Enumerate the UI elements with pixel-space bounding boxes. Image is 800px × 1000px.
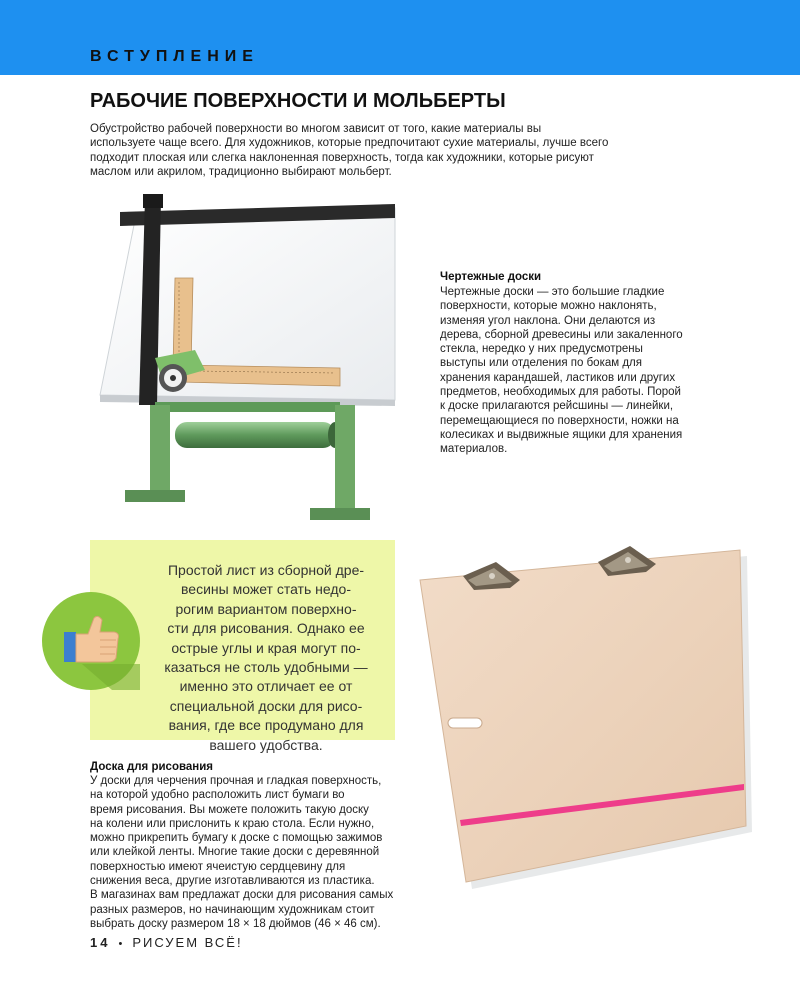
tip-line: Простой лист из сборной дре-	[167, 562, 365, 578]
board-line: на колени или прислонить к краю стола. Если нужно,	[90, 817, 375, 830]
board-line: снижения веса, другие изготавливаются из пластика.	[90, 875, 375, 888]
drafting-line: материалов.	[440, 443, 508, 456]
tip-line: вания, где все продумано для	[168, 717, 364, 734]
drafting-line: к доске прилагаются рейсшины — линейки,	[440, 400, 674, 413]
book-title: РИСУЕМ ВСЁ!	[132, 935, 243, 950]
drafting-line: дерева, сборной древесины или закаленного	[440, 328, 683, 341]
board-line: У доски для черчения прочная и гладкая поверхность,	[90, 775, 382, 787]
board-line: или клейкой ленты. Многие такие доски с деревянной	[90, 846, 380, 859]
tip-line: казаться не столь удобными —	[164, 659, 368, 676]
drawing-board-image	[408, 540, 758, 890]
drafting-line: предметов, необходимых для работы. Порой	[440, 386, 681, 399]
tip-line: именно это отличает ее от	[179, 678, 353, 695]
intro-line: Обустройство рабочей поверхности во многом зависит от того, какие материалы вы	[90, 123, 542, 135]
board-line: время рисования. Вы можете положить такую доску	[90, 803, 369, 816]
thumbs-up-icon	[42, 592, 140, 690]
tip-line: весины может стать недо-	[181, 581, 351, 598]
board-line: поверхностью имеют ячеистую сердцевину для	[90, 860, 346, 873]
drafting-table-image	[95, 190, 415, 525]
board-line: В магазинах вам предлажат доски для рисования самых	[90, 889, 394, 902]
drafting-line: Чертежные доски — это большие гладкие	[440, 286, 665, 298]
page-footer	[90, 935, 243, 950]
board-paragraph	[90, 774, 420, 931]
page-number: 14	[90, 935, 111, 950]
intro-paragraph	[90, 122, 690, 179]
intro-line: подходит плоская или слегка наклоненная поверхность, тогда как художники, которые рисуют	[90, 151, 594, 164]
board-line: можно прикрепить бумагу к доске с помощью зажимов	[90, 832, 383, 845]
board-line: разных размеров, но начинающим художникам стоит	[90, 903, 375, 916]
intro-line: используете чаще всего. Для художников, которые предпочитают сухие материалы, лучше всего	[90, 137, 609, 150]
board-line: выбрать доску размером 18 × 18 дюймов (46 × 46 см).	[90, 917, 381, 930]
board-line: на которой удобно расположить лист бумаги во	[90, 789, 345, 802]
drafting-line: изменяя угол наклона. Они делаются из	[440, 314, 656, 327]
footer-separator: •	[118, 938, 125, 950]
drafting-paragraph	[440, 285, 740, 457]
tip-text	[155, 561, 377, 755]
tip-line: вашего удобства.	[209, 736, 323, 753]
tip-line: сти для рисования. Однако ее	[167, 620, 365, 637]
drafting-line: стекла, нередко у них предусмотрены	[440, 343, 643, 356]
tip-line: острые углы и края могут по-	[171, 639, 361, 656]
drafting-heading: Чертежные доски	[440, 271, 542, 283]
drafting-line: перемещающиеся по поверхности, ножки на	[440, 414, 679, 427]
drafting-line: выступы или отделения по бокам для	[440, 357, 642, 370]
tip-line: специальной доски для рисо-	[169, 697, 363, 714]
section-label: ВСТУПЛЕНИЕ	[90, 48, 259, 65]
tip-line: рогим вариантом поверхно-	[175, 600, 357, 617]
drafting-line: хранения карандашей, ластиков или других	[440, 371, 676, 384]
board-heading: Доска для рисования	[90, 761, 214, 773]
drafting-line: колесиках и выдвижные ящики для хранения	[440, 428, 683, 441]
drafting-line: поверхности, которые можно наклонять,	[440, 300, 657, 313]
page-title: РАБОЧИЕ ПОВЕРХНОСТИ И МОЛЬБЕРТЫ	[90, 90, 506, 112]
intro-line: маслом или акрилом, традиционно выбирают мольберт.	[90, 165, 392, 178]
